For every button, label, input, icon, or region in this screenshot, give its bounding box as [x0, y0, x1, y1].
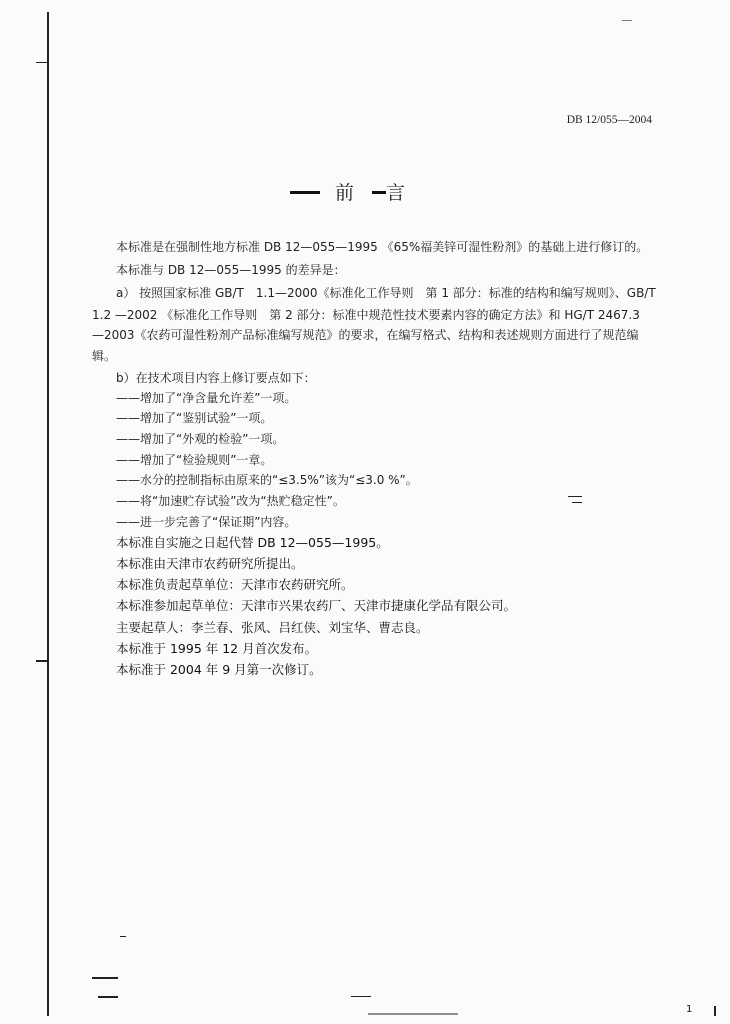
title-dash-right	[372, 191, 386, 194]
scan-speck	[568, 496, 582, 497]
list-item: ——增加了“检验规则”一章。	[116, 453, 273, 467]
binding-tick	[36, 62, 48, 63]
text-line: 本标准负责起草单位：天津市农药研究所。	[116, 577, 354, 592]
text-line: 本标准于 1995 年 12 月首次发布。	[116, 641, 318, 656]
text-line: 辑。	[92, 349, 117, 363]
page-number: 1	[686, 1004, 693, 1015]
binding-tick	[36, 660, 48, 662]
text-line: 本标准与 DB 12—055—1995 的差异是：	[116, 263, 346, 277]
scan-speck	[368, 1013, 458, 1015]
text-line: 1.2 —2002 《标准化工作导则 第 2 部分：标准中规范性技术要素内容的确定方法》和 HG/T 2467.3	[92, 308, 640, 322]
text-line: 本标准由天津市农药研究所提出。	[116, 556, 304, 571]
text-line: 本标准是在强制性地方标准 DB 12—055—1995 《65%福美锌可湿性粉剂》的基础上进行修订的。	[116, 240, 649, 254]
list-item: ——水分的控制指标由原来的“≤3.5%”该为“≤3.0 %”。	[116, 473, 418, 487]
text-line: a） 按照国家标准 GB/T 1.1—2000《标准化工作导则 第 1 部分：标准的结构和编写规则》、GB/T	[116, 286, 656, 300]
list-item: ——增加了“鉴别试验”一项。	[116, 411, 273, 425]
title-character: 言	[386, 182, 408, 204]
text-line: 本标准自实施之日起代替 DB 12—055—1995。	[116, 535, 389, 550]
list-item: ——增加了“外观的检验”一项。	[116, 432, 285, 446]
text-line: 本标准于 2004 年 9 月第一次修订。	[116, 662, 322, 677]
text-line: b）在技术项目内容上修订要点如下：	[116, 371, 316, 385]
binding-line	[47, 12, 49, 1016]
text-line: 本标准参加起草单位：天津市兴果农药厂、天津市捷康化学品有限公司。	[116, 598, 517, 613]
scan-speck	[572, 502, 582, 503]
scan-speck	[622, 20, 632, 21]
list-item: ——将“加速贮存试验”改为“热贮稳定性”。	[116, 494, 345, 508]
text-line: 主要起草人：李兰春、张风、吕红侠、刘宝华、曹志良。	[116, 620, 429, 635]
scan-speck	[120, 936, 126, 937]
list-item: ——增加了“净含量允许差”一项。	[116, 391, 297, 405]
document-code: DB 12/055—2004	[566, 114, 652, 126]
title-dash-left	[290, 191, 320, 194]
list-item: ——进一步完善了“保证期”内容。	[116, 515, 297, 529]
text-line: —2003《农药可湿性粉剂产品标准编写规范》的要求，在编写格式、结构和表述规则方面进行了规范编	[92, 328, 639, 342]
bottom-rule	[92, 977, 118, 979]
bottom-rule	[351, 996, 371, 997]
bottom-rule	[98, 996, 118, 998]
scan-speck	[714, 1006, 716, 1016]
title-character: 前	[335, 182, 357, 204]
